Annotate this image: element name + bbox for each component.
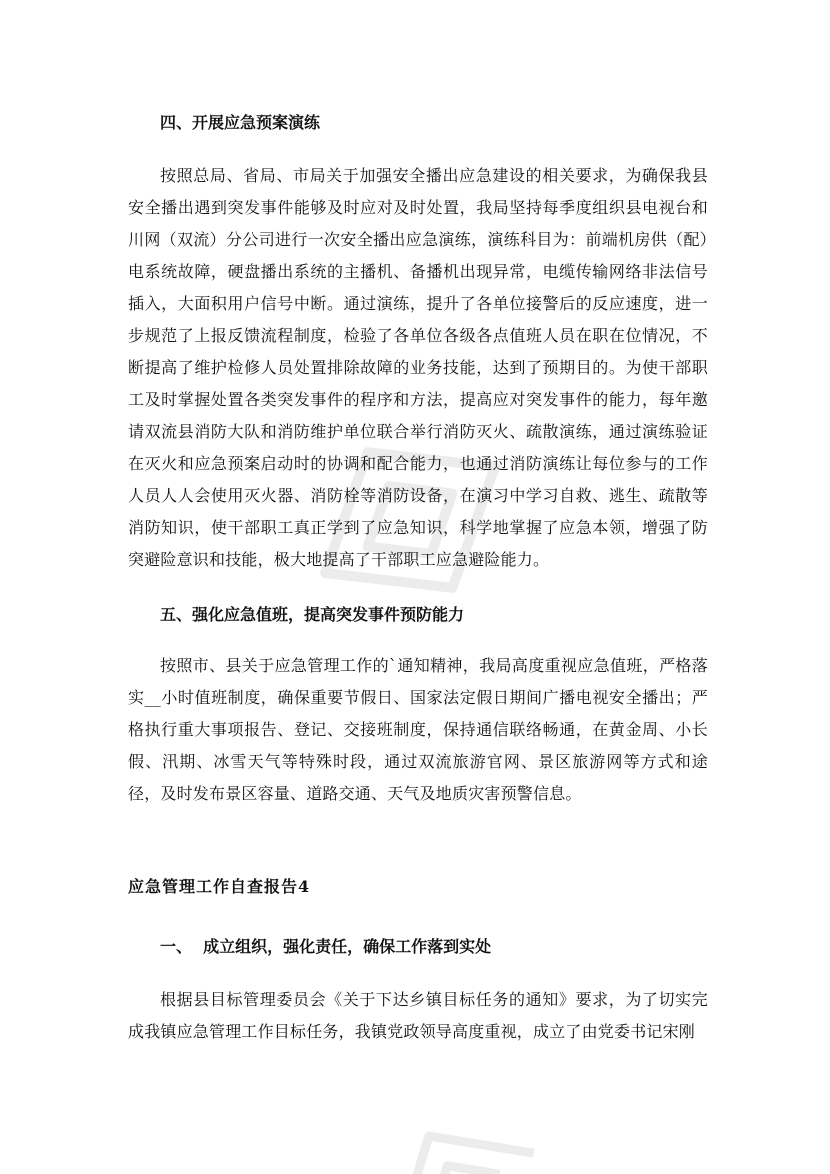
section-5-paragraph: 按照市、县关于应急管理工作的`通知精神，我局高度重视应急值班，严格落实__小时值班制度，确保重要节假日、国家法定假日期间广播电视安全播出；严格执行重大事项报告、登记、交接班制度，保持通信联络畅通，在黄金周、小长假、汛期、冰雪天气等特殊时段，通过双流旅游官网、景区旅游网等方式和途径，及时发布景区容量、道路交通、天气及地质灾害预警信息。: [128, 656, 708, 803]
watermark-logo-icon: [330, 1090, 570, 1174]
section-5-heading: 五、强化应急值班，提高突发事件预防能力: [160, 605, 465, 624]
document-body: [128, 108, 708, 1048]
section-4-heading: 四、开展应急预案演练: [160, 113, 321, 132]
report-4-section-1-heading: 一、 成立组织，强化责任，确保工作落到实处: [160, 937, 492, 956]
report-4-paragraph: 根据县目标管理委员会《关于下达乡镇目标任务的通知》要求，为了切实完成我镇应急管理工作目标任务，我镇党政领导高度重视，成立了由党委书记宋刚: [128, 990, 708, 1041]
section-4-paragraph: 按照总局、省局、市局关于加强安全播出应急建设的相关要求，为确保我县安全播出遇到突发事件能够及时应对及时处置，我局坚持每季度组织县电视台和川网（双流）分公司进行一次安全播出应急演练，演练科目为：前端机房供（配）电系统故障，硬盘播出系统的主播机、备播机出现异常，电缆传输网络非法信号插入，大面积用户信号中断。通过演练，提升了各单位接警后的反应速度，进一步规范了上报反馈流程制度，检验了各单位各级各点值班人员在职在位情况，不断提高了维护检修人员处置排除故障的业务技能，达到了预期目的。为使干部职工及时掌握处置各类突发事件的程序和方法，提高应对突发事件的能力，每年邀请双流县消防大队和消防维护单位联合举行消防灭火、疏散演练，通过演练验证在灭火和应急预案启动时的协调和配合能力，也通过消防演练让每位参与的工作人员人人会使用灭火器、消防栓等消防设备，在演习中学习自救、逃生、疏散等消防知识，使干部职工真正学到了应急知识，科学地掌握了应急本领，增强了防突避险意识和技能，极大地提高了干部职工应急避险能力。: [128, 166, 708, 569]
report-4-title: 应急管理工作自查报告4: [128, 877, 311, 896]
